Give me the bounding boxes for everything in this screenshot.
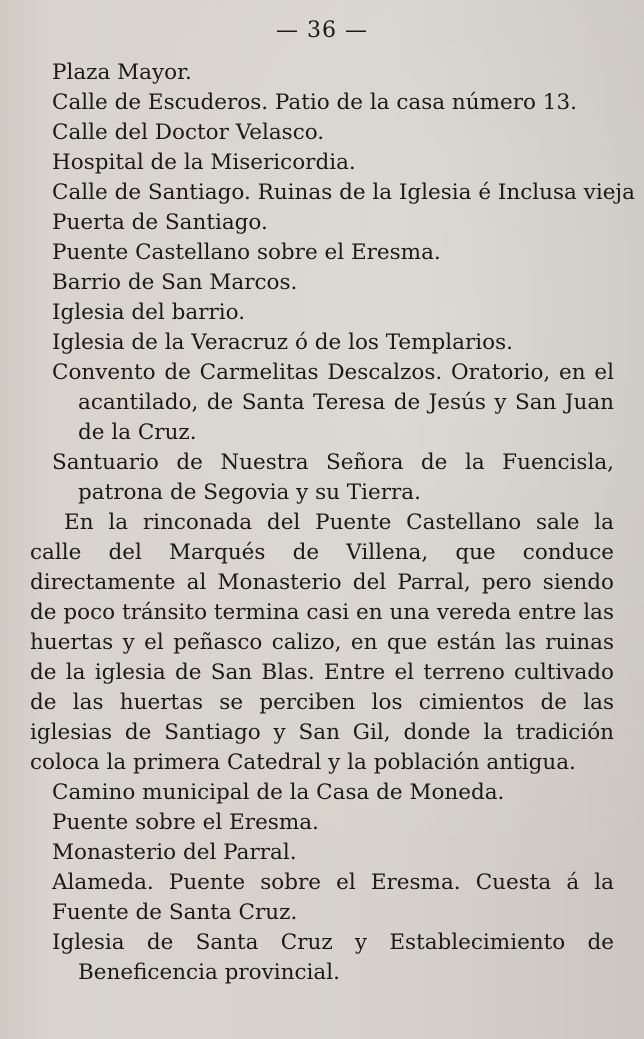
list-item: Monasterio del Parral. <box>52 840 297 865</box>
body-paragraph: En la rinconada del Puente Castellano sale la calle del Marqués de Villena, que conduce directamente al Monasterio del Parral, pero siendo de poco tránsito termina casi en una vereda entre las huertas y el peñasco calizo, en que están las ruinas de la iglesia de San Blas. Entre el terreno cultivado de las huertas se perciben los cimientos de las iglesias de Santiago y San Gil, donde la tradición coloca la primera Catedral y la población antigua. <box>30 510 614 775</box>
page-number: — 36 — <box>276 18 368 43</box>
list-item: Alameda. Puente sobre el Eresma. Cuesta á la Fuente de Santa Cruz. <box>52 870 614 925</box>
list-item: Iglesia de la Veracruz ó de los Templarios. <box>52 330 513 355</box>
list-item: Plaza Mayor. <box>52 60 192 85</box>
list-item: Puerta de Santiago. <box>52 210 268 235</box>
list-item: Camino municipal de la Casa de Moneda. <box>52 780 505 805</box>
list-item: Iglesia de Santa Cruz y Establecimiento de Beneficencia provincial. <box>52 930 614 985</box>
list-item: Calle del Doctor Velasco. <box>52 120 325 145</box>
list-item: Calle de Santiago. Ruinas de la Iglesia é Inclusa vieja <box>52 180 635 205</box>
list-item: Puente sobre el Eresma. <box>52 810 319 835</box>
list-item: Iglesia del barrio. <box>52 300 246 325</box>
list-item: Puente Castellano sobre el Eresma. <box>52 240 441 265</box>
list-item: Convento de Carmelitas Descalzos. Oratorio, en el acantilado, de Santa Teresa de Jesús y San Juan de la Cruz. <box>52 360 614 445</box>
page-content <box>30 58 635 988</box>
list-item: Barrio de San Marcos. <box>52 270 298 295</box>
list-item: Calle de Escuderos. Patio de la casa número 13. <box>52 90 577 115</box>
list-item: Hospital de la Misericordia. <box>52 150 356 175</box>
list-item: Santuario de Nuestra Señora de la Fuencisla, patrona de Segovia y su Tierra. <box>52 450 614 505</box>
